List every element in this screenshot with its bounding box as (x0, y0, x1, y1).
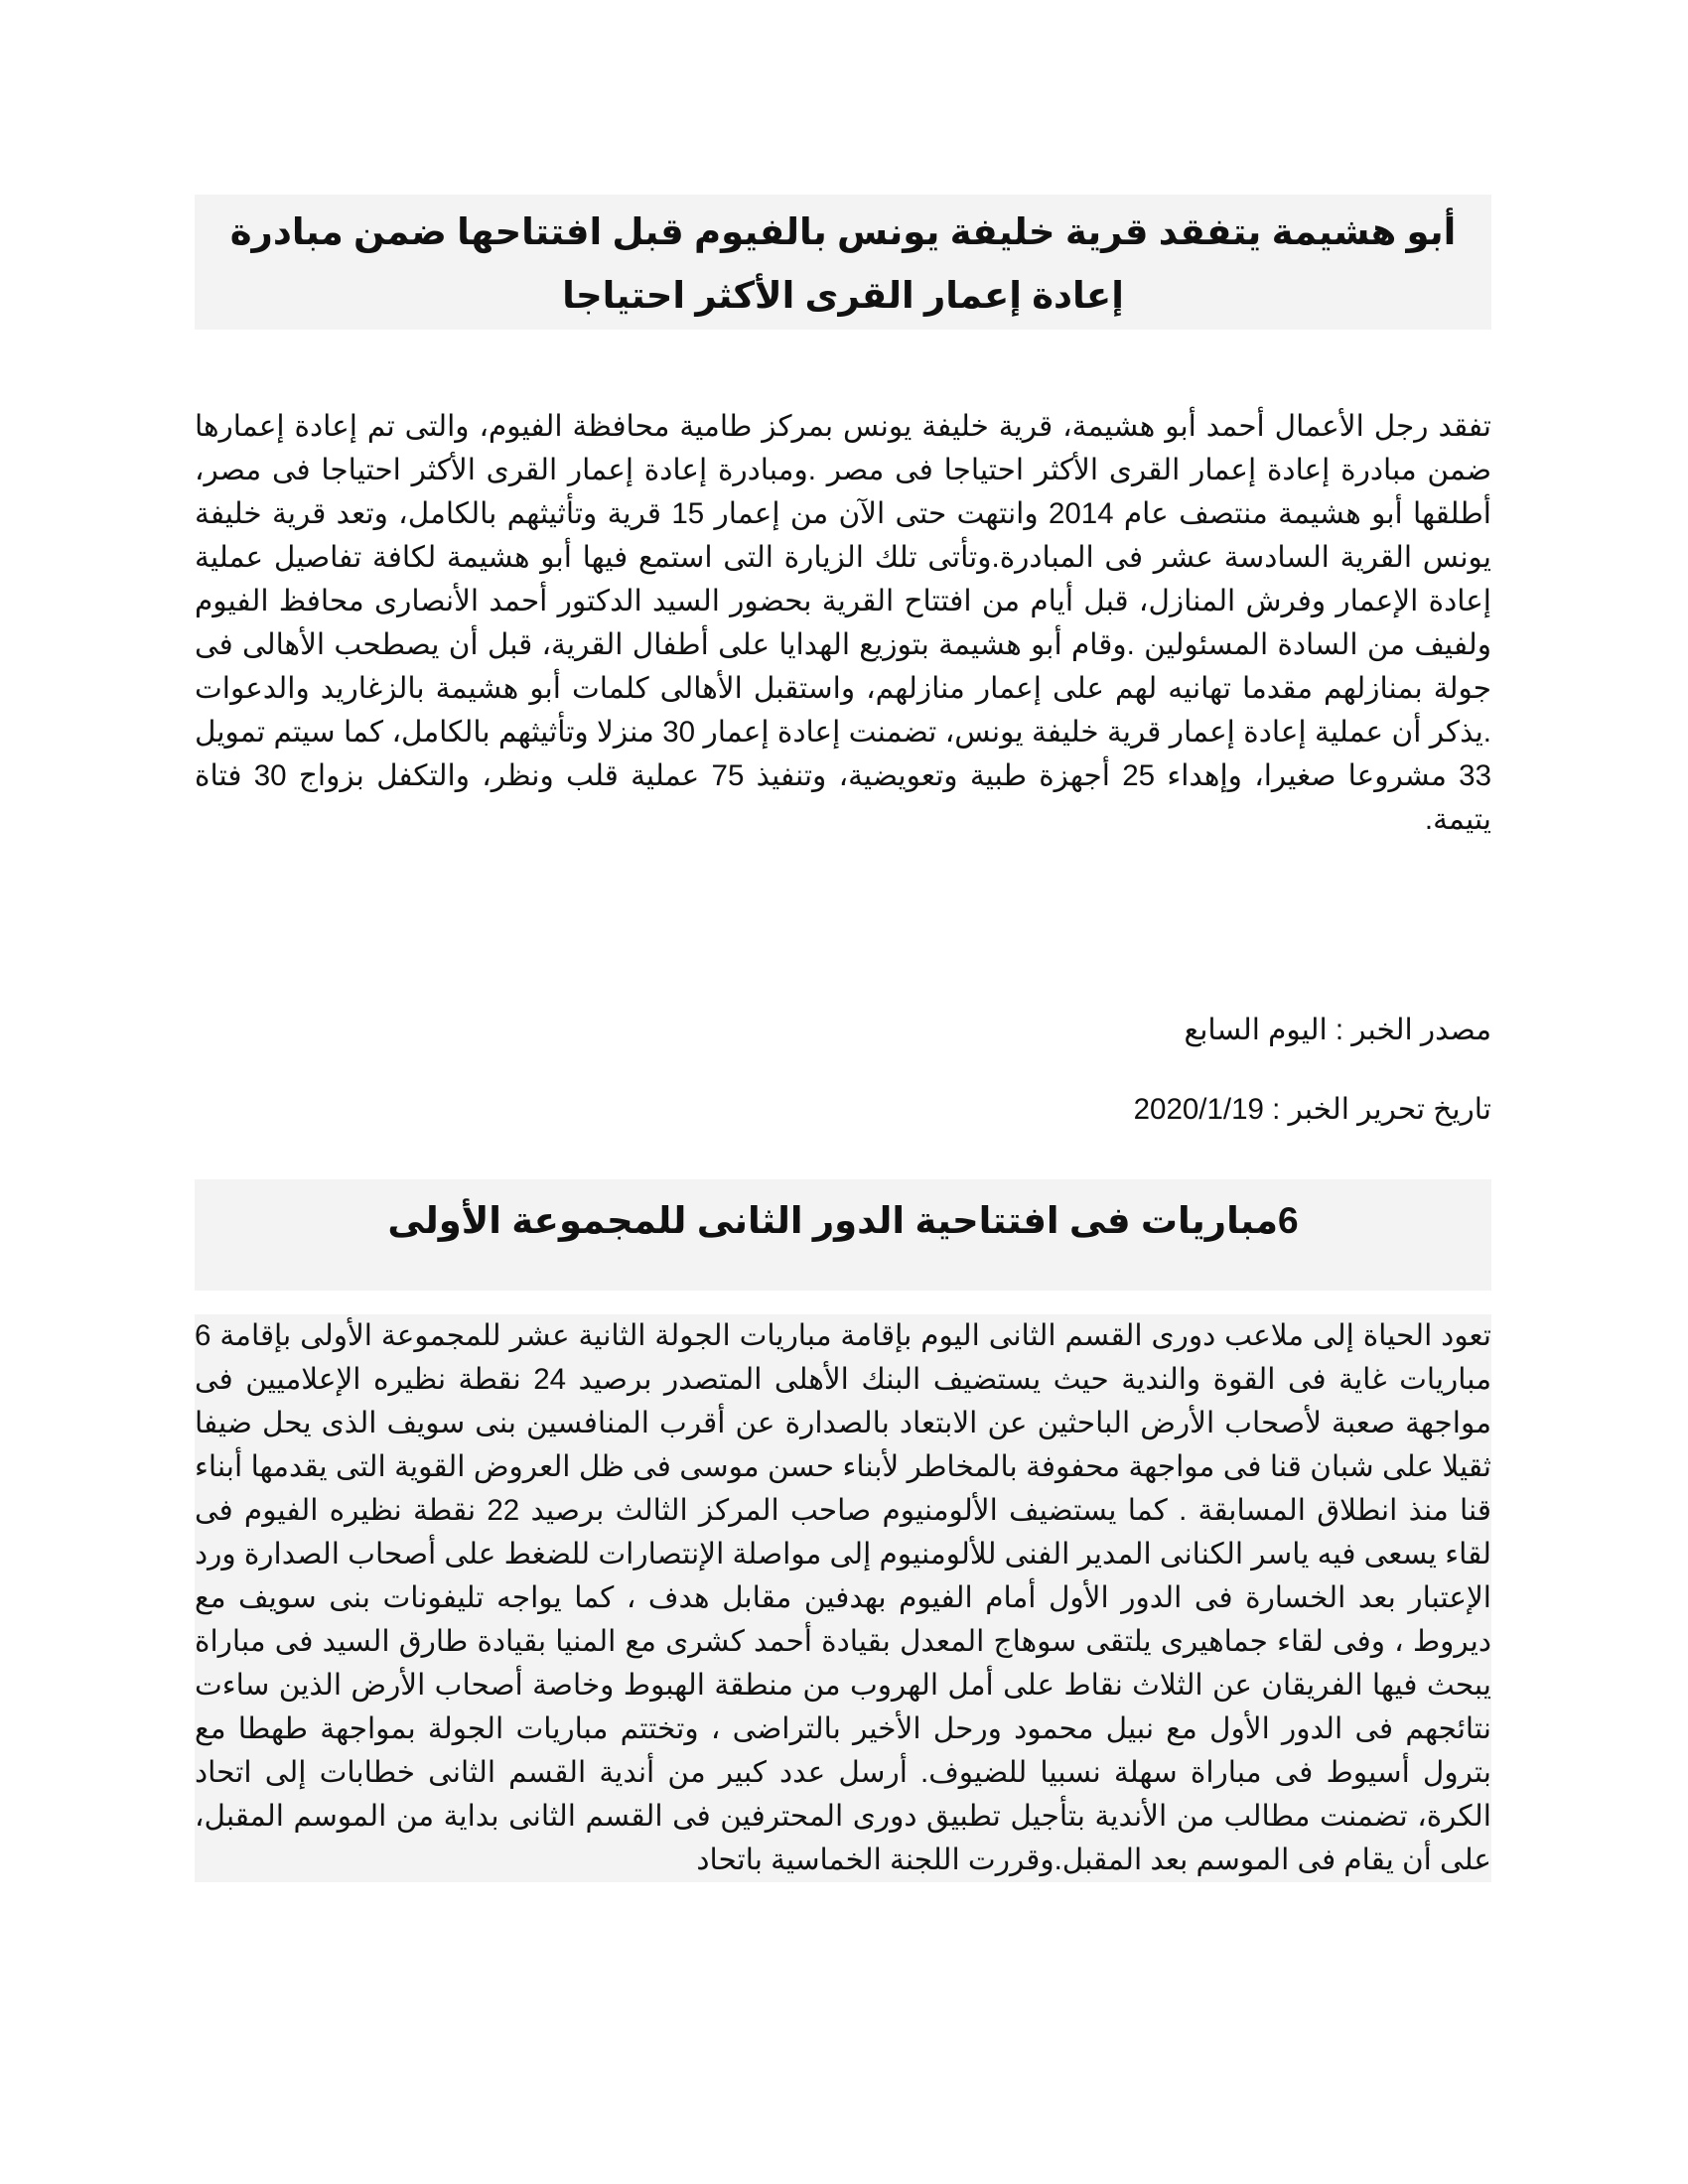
article-2-title: 6مباريات فى افتتاحية الدور الثانى للمجموعة الأولى (195, 1179, 1491, 1291)
news-source: مصدر الخبر : اليوم السابع (1184, 1014, 1491, 1046)
news-date: تاريخ تحرير الخبر : 2020/1/19 (1133, 1093, 1491, 1126)
article-1-body: تفقد رجل الأعمال أحمد أبو هشيمة، قرية خليفة يونس بمركز طامية محافظة الفيوم، والتى تم إعادة إعمارها ضمن مبادرة إعادة إعمار القرى الأكثر احتياجا فى مصر .ومبادرة إعادة إعمار القرى الأكثر احتياجا فى مصر، أطلقها أبو هشيمة منتصف عام 2014 وانتهت حتى الآن من إعمار 15 قرية وتأثيثهم بالكامل، وتعد قرية خليفة يونس القرية السادسة عشر فى المبادرة.وتأتى تلك الزيارة التى استمع فيها أبو هشيمة لكافة تفاصيل عملية إعادة الإعمار وفرش المنازل، قبل أيام من افتتاح القرية بحضور السيد الدكتور أحمد الأنصارى محافظ الفيوم ولفيف من السادة المسئولين .وقام أبو هشيمة بتوزيع الهدايا على أطفال القرية، قبل أن يصطحب الأهالى فى جولة بمنازلهم مقدما تهانيه لهم على إعمار منازلهم، واستقبل الأهالى كلمات أبو هشيمة بالزغاريد والدعوات .يذكر أن عملية إعادة إعمار قرية خليفة يونس، تضمنت إعادة إعمار 30 منزلا وتأثيثهم بالكامل، كما سيتم تمويل 33 مشروعا صغيرا، وإهداء 25 أجهزة طبية وتعويضية، وتنفيذ 75 عملية قلب ونظر، والتكفل بزواج 30 فتاة يتيمة. (195, 410, 1491, 836)
article-1-title: أبو هشيمة يتفقد قرية خليفة يونس بالفيوم قبل افتتاحها ضمن مبادرة إعادة إعمار القرى الأكثر احتياجا (195, 195, 1491, 330)
article-2-body: تعود الحياة إلى ملاعب دورى القسم الثانى اليوم بإقامة مباريات الجولة الثانية عشر للمجموعة الأولى بإقامة 6 مباريات غاية فى القوة والندية حيث يستضيف البنك الأهلى المتصدر برصيد 24 نقطة نظيره الإعلاميين فى مواجهة صعبة لأصحاب الأرض الباحثين عن الابتعاد بالصدارة عن أقرب المنافسين بنى سويف الذى يحل ضيفا ثقيلا على شبان قنا فى مواجهة محفوفة بالمخاطر لأبناء حسن موسى فى ظل العروض القوية التى يقدمها أبناء قنا منذ انطلاق المسابقة . كما يستضيف الألومنيوم صاحب المركز الثالث برصيد 22 نقطة نظيره الفيوم فى لقاء يسعى فيه ياسر الكنانى المدير الفنى للألومنيوم إلى مواصلة الإنتصارات للضغط على أصحاب الصدارة ورد الإعتبار بعد الخسارة فى الدور الأول أمام الفيوم بهدفين مقابل هدف ، كما يواجه تليفونات بنى سويف مع ديروط ، وفى لقاء جماهيرى يلتقى سوهاج المعدل بقيادة أحمد كشرى مع المنيا بقيادة طارق السيد فى مباراة يبحث فيها الفريقان عن الثلاث نقاط على أمل الهروب من منطقة الهبوط وخاصة أصحاب الأرض الذين ساءت نتائجهم فى الدور الأول مع نبيل محمود ورحل الأخير بالتراضى ، وتختتم مباريات الجولة بمواجهة طهطا مع بترول أسيوط فى مباراة سهلة نسبيا للضيوف. أرسل عدد كبير من أندية القسم الثانى خطابات إلى اتحاد الكرة، تضمنت مطالب من الأندية بتأجيل تطبيق دورى المحترفين فى القسم الثانى بداية من الموسم المقبل، على أن يقام فى الموسم بعد المقبل.وقررت اللجنة الخماسية باتحاد (195, 1314, 1491, 1882)
document-page (195, 195, 1491, 1876)
